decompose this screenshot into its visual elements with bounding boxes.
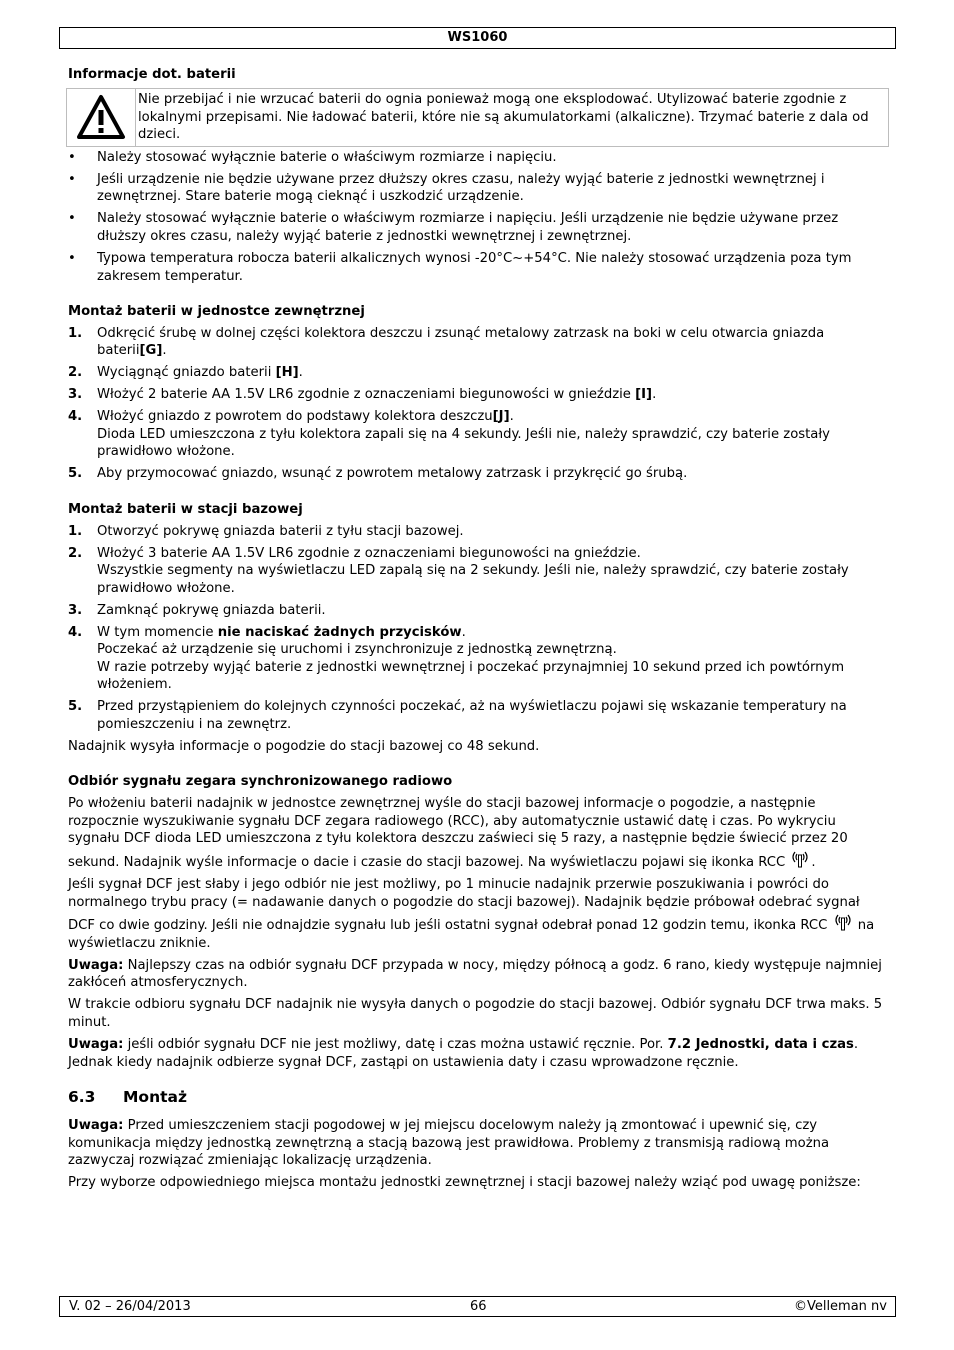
rcc-antenna-icon bbox=[832, 911, 854, 931]
list-item: 1. Otworzyć pokrywę gniazda baterii z tyłu stacji bazowej. bbox=[68, 523, 464, 539]
page-header bbox=[59, 27, 896, 49]
outdoor-install-heading: Montaż baterii w jednostce zewnętrznej bbox=[68, 303, 365, 319]
base-install-steps bbox=[68, 523, 886, 734]
page-footer bbox=[59, 1296, 896, 1317]
model-name: WS1060 bbox=[447, 30, 508, 45]
rcc-paragraph-1: Po włożeniu baterii nadajnik w jednostce zewnętrznej wyśle do stacji bazowej informacje o pogodzie, a następnie rozpocznie wyszukiwanie sygnału DCF zegara radiowego (RCC), aby automatycznie ustawić datę i czas. Po wykryciu sygnału DCF dioda LED umieszczona z tyłu kolektora deszczu zaświeci się 5 razy, a następnie będzie świecić przez 20 sekund. Nadajnik wyśle informacje o dacie i czasie do stacji bazowej. Na wyświetlaczu pojawi się ikonka RCC . bbox=[68, 796, 848, 870]
battery-warning-text: Nie przebijać i nie wrzucać baterii do ognia ponieważ mogą one eksplodować. Utylizować baterie zgodnie z lokalnymi przepisami. Nie ładować baterii, które nie są akumulatorkami (alkaliczne). Trzymać baterie z dala od dzieci. bbox=[138, 91, 869, 143]
battery-info-heading: Informacje dot. baterii bbox=[68, 67, 236, 82]
list-item: 5. Przed przystąpieniem do kolejnych czynności poczekać, aż na wyświetlaczu pojawi się wskazanie temperatury na pomieszczeniu i na zewnętrz. bbox=[68, 699, 847, 733]
list-item: 3. Zamknąć pokrywę gniazda baterii. bbox=[68, 602, 326, 618]
mounting-heading: 6.3 Montaż bbox=[68, 1088, 187, 1107]
list-item: 2. Wyciągnąć gniazdo baterii [H]. bbox=[68, 365, 303, 381]
page-content bbox=[68, 66, 886, 1196]
rcc-paragraph-3: W trakcie odbioru sygnału DCF nadajnik nie wysyła danych o pogodzie do stacji bazowej. Odbiór sygnału DCF trwa maks. 5 minut. bbox=[68, 997, 883, 1030]
list-item: • Typowa temperatura robocza baterii alkalicznych wynosi -20°C~+54°C. Nie należy stosować urządzenia poza tym zakresem temperatur. bbox=[68, 250, 886, 285]
list-item: 4. W tym momencie nie naciskać żadnych przycisków. Poczekać aż urządzenie się uruchomi i zsynchronizuje z jednostką zewnętrzną. W razie potrzeby wyjąć baterie z jednostki wewnętrznej i poczekać przynajmniej 10 sekund przed ich powtórnym włożeniem. bbox=[68, 624, 845, 693]
list-item: 5. Aby przymocować gniazdo, wsunąć z powrotem metalowy zatrzask i przykręcić go śrubą. bbox=[68, 466, 688, 482]
warning-icon-cell bbox=[67, 89, 136, 146]
outdoor-install-steps bbox=[68, 325, 886, 483]
version-date: V. 02 – 26/04/2013 bbox=[69, 1299, 191, 1314]
list-item: 3. Włożyć 2 baterie AA 1.5V LR6 zgodnie z oznaczeniami biegunowości w gnieździe [I]. bbox=[68, 387, 657, 403]
rcc-antenna-icon bbox=[789, 848, 811, 868]
base-install-heading: Montaż baterii w stacji bazowej bbox=[68, 501, 303, 517]
warning-triangle-icon bbox=[76, 94, 126, 140]
mounting-paragraph: Przy wyborze odpowiedniego miejsca montażu jednostki zewnętrznej i stacji bazowej należy wziąć pod uwagę poniższe: bbox=[68, 1175, 861, 1191]
rcc-note-1: Uwaga: Najlepszy czas na odbiór sygnału DCF przypada w nocy, między północą a godz. 6 rano, kiedy występuje najmniej zakłóceń atmosferycznych. bbox=[68, 957, 882, 991]
mounting-note: Uwaga: Przed umieszczeniem stacji pogodowej w jej miejscu docelowym należy ją zmontować i upewnić się, czy komunikacja między jednostką zewnętrzną a stacją bazową jest prawidłowa. Problemy z transmisją radiową można zazwyczaj rozwiązać zmieniając lokalizację urządzenia. bbox=[68, 1118, 830, 1169]
list-item: 1. Odkręcić śrubę w dolnej części kolektora deszczu i zsunąć metalowy zatrzask na boki w celu otwarcia gniazda baterii[G]. bbox=[68, 325, 825, 359]
transmit-interval-note: Nadajnik wysyła informacje o pogodzie do stacji bazowej co 48 sekund. bbox=[68, 739, 540, 755]
copyright: ©Velleman nv bbox=[793, 1299, 887, 1314]
page-number: 66 bbox=[470, 1299, 487, 1314]
rcc-note-2: Uwaga: jeśli odbiór sygnału DCF nie jest możliwy, datę i czas można ustawić ręcznie. Por. 7.2 Jednostki, data i czas. Jednak kiedy nadajnik odbierze sygnał DCF, zastąpi on ustawienia daty i czasu wprowadzone ręcznie. bbox=[68, 1036, 859, 1070]
list-item: 2. Włożyć 3 baterie AA 1.5V LR6 zgodnie z oznaczeniami biegunowości na gnieździe. Wszystkie segmenty na wyświetlaczu LED zapalą się na 2 sekundy. Jeśli nie, należy sprawdzić, czy baterie zostały prawidłowo włożone. bbox=[68, 545, 849, 596]
battery-warning-box bbox=[66, 88, 889, 147]
rcc-paragraph-2: Jeśli sygnał DCF jest słaby i jego odbiór nie jest możliwy, po 1 minucie nadajnik przerwie poszukiwania i powróci do normalnego trybu pracy (= nadawanie danych o pogodzie do stacji bazowej). Nadajnik będzie próbował odebrać sygnał DCF co dwie godziny. Jeśli nie odnajdzie sygnału lub jeśli ostatni sygnał odebrał ponad 12 godzin temu, ikonka RCC na wyświetlaczu zniknie. bbox=[68, 876, 875, 951]
battery-bullet-list bbox=[68, 149, 886, 285]
list-item: • Należy stosować wyłącznie baterie o właściwym rozmiarze i napięciu. Jeśli urządzenie nie będzie używane przez dłuższy okres czasu, należy wyjąć baterie z jednostki wewnętrznej i zewnętrznej. bbox=[68, 210, 886, 245]
list-item: 4. Włożyć gniazdo z powrotem do podstawy kolektora deszczu[J]. Dioda LED umieszczona z tyłu kolektora zapali się na 4 sekundy. Jeśli nie, należy sprawdzić, czy baterie zostały prawidłowo włożone. bbox=[68, 409, 830, 460]
list-item: • Jeśli urządzenie nie będzie używane przez dłuższy okres czasu, należy wyjąć baterie z jednostki wewnętrznej i zewnętrznej. Stare baterie mogą cieknąć i uszkodzić urządzenie. bbox=[68, 171, 886, 206]
rcc-heading: Odbiór sygnału zegara synchronizowanego radiowo bbox=[68, 774, 453, 790]
list-item: • Należy stosować wyłącznie baterie o właściwym rozmiarze i napięciu. bbox=[68, 149, 886, 167]
